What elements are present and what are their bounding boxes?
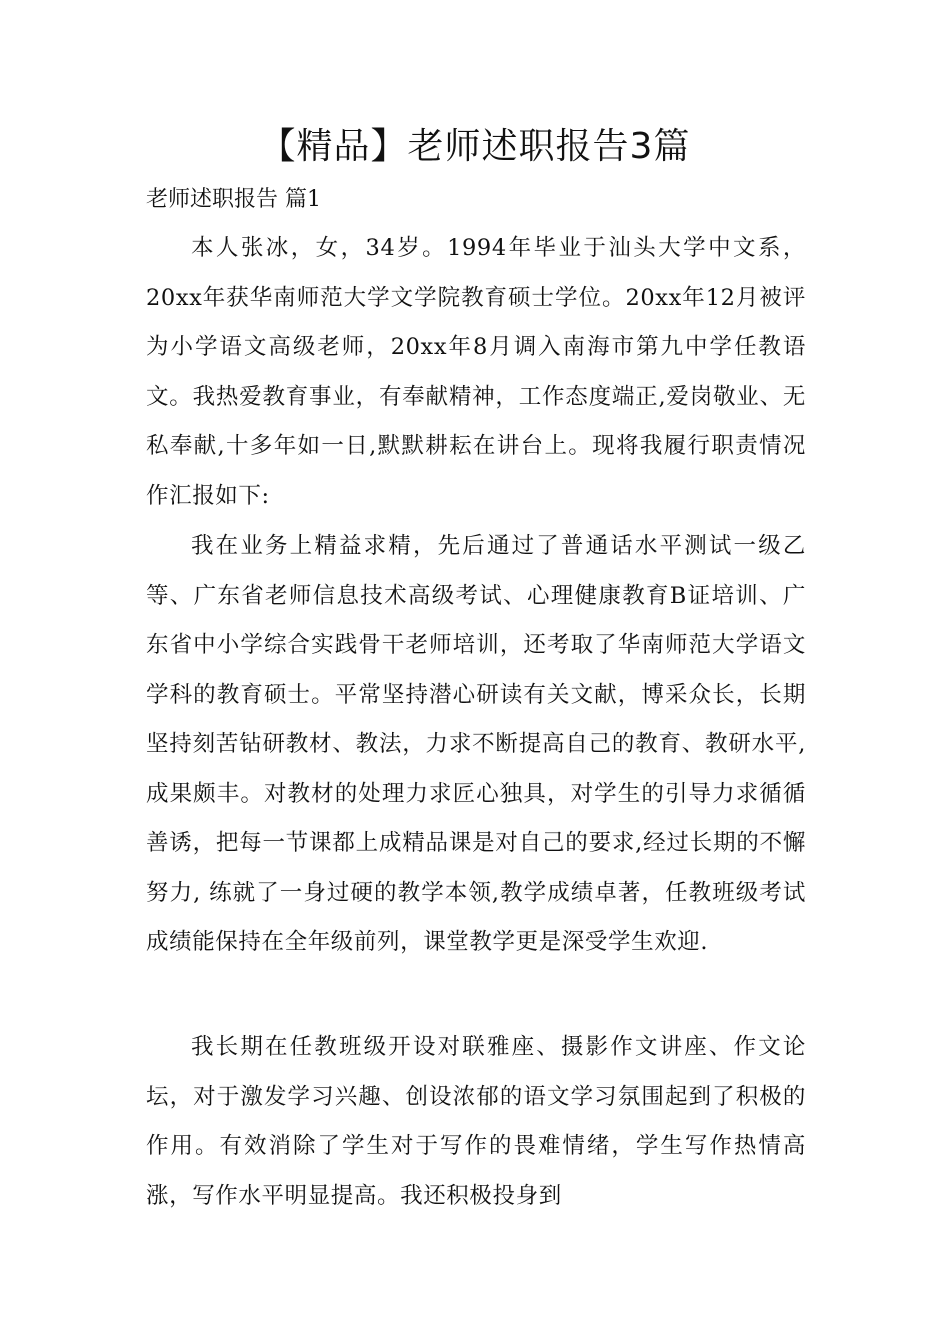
paragraph-3: 我长期在任教班级开设对联雅座、摄影作文讲座、作文论坛，对于激发学习兴趣、创设浓郁的语文学习氛围起到了积极的作用。有效消除了学生对于写作的畏难情绪，学生写作热情高涨，写作水平明显提高。我还积极投身到 [146,1034,806,1209]
paragraph-2: 我在业务上精益求精，先后通过了普通话水平测试一级乙等、广东省老师信息技术高级考试、心理健康教育B证培训、广东省中小学综合实践骨干老师培训，还考取了华南师范大学语文学科的教育硕士。平常坚持潜心研读有关文献，博采众长，长期坚持刻苦钻研教材、教法，力求不断提高自己的教育、教研水平,成果颇丰。对教材的处理力求匠心独具，对学生的引导力求循循善诱，把每一节课都上成精品课是对自己的要求,经过长期的不懈努力, 练就了一身过硬的教学本领,教学成绩卓著，任教班级考试成绩能保持在全年级前列，课堂教学更是深受学生欢迎. [146,533,806,955]
section-heading: 老师述职报告 篇1 [146,187,321,212]
document-title: 【精品】老师述职报告3篇 [259,126,691,167]
paragraph-1: 本人张冰，女，34岁。1994年毕业于汕头大学中文系，20xx年获华南师范大学文学院教育硕士学位。20xx年12月被评为小学语文高级老师，20xx年8月调入南海市第九中学任教语文。我热爱教育事业，有奉献精神，工作态度端正,爱岗敬业、无私奉献,十多年如一日,默默耕耘在讲台上。现将我履行职责情况作汇报如下: [146,235,806,509]
